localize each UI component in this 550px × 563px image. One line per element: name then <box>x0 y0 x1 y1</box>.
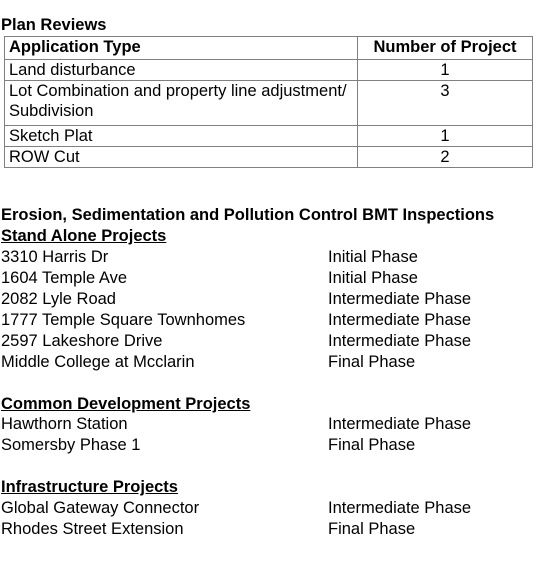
project-name: Global Gateway Connector <box>1 499 200 517</box>
project-count-cell: 1 <box>358 126 533 147</box>
stand-alone-heading: Stand Alone Projects <box>1 227 167 245</box>
project-name: Rhodes Street Extension <box>1 520 184 538</box>
plan-reviews-table <box>4 36 533 168</box>
list-item <box>1 498 546 519</box>
inspections-title: Erosion, Sedimentation and Pollution Control BMT Inspections <box>1 206 495 224</box>
application-type-cell: ROW Cut <box>5 147 358 168</box>
table-row <box>5 60 533 81</box>
project-phase: Final Phase <box>328 436 416 454</box>
project-count-cell: 1 <box>358 60 533 81</box>
list-item <box>1 414 546 435</box>
list-item <box>1 310 546 331</box>
project-phase: Initial Phase <box>328 248 418 266</box>
header-number-of-project: Number of Project <box>358 37 533 60</box>
project-phase: Intermediate Phase <box>328 311 472 329</box>
list-item <box>1 268 546 289</box>
application-type-cell: Sketch Plat <box>5 126 358 147</box>
project-name: Somersby Phase 1 <box>1 436 141 454</box>
application-type-cell: Land disturbance <box>5 60 358 81</box>
list-item <box>1 519 546 540</box>
project-phase: Final Phase <box>328 353 416 371</box>
project-phase: Intermediate Phase <box>328 499 472 517</box>
list-item <box>1 247 546 268</box>
project-name: 2082 Lyle Road <box>1 290 116 308</box>
header-application-type: Application Type <box>5 37 358 60</box>
infrastructure-heading: Infrastructure Projects <box>1 478 178 496</box>
list-item <box>1 289 546 310</box>
table-row <box>5 147 533 168</box>
project-phase: Final Phase <box>328 520 416 538</box>
list-item <box>1 352 546 373</box>
project-name: Middle College at Mcclarin <box>1 353 195 371</box>
project-phase: Intermediate Phase <box>328 415 472 433</box>
list-item <box>1 435 546 456</box>
project-name: 2597 Lakeshore Drive <box>1 332 163 350</box>
project-name: 1604 Temple Ave <box>1 269 127 287</box>
project-phase: Intermediate Phase <box>328 290 472 308</box>
project-count-cell: 2 <box>358 147 533 168</box>
table-header-row <box>5 37 533 60</box>
project-count-cell: 3 <box>358 81 533 126</box>
list-item <box>1 331 546 352</box>
application-type-cell: Lot Combination and property line adjustment/ Subdivision <box>5 81 358 126</box>
table-row <box>5 126 533 147</box>
project-name: 3310 Harris Dr <box>1 248 109 266</box>
project-phase: Intermediate Phase <box>328 332 472 350</box>
project-phase: Initial Phase <box>328 269 418 287</box>
plan-reviews-title: Plan Reviews <box>1 16 107 34</box>
table-row <box>5 81 533 126</box>
common-development-heading: Common Development Projects <box>1 395 251 413</box>
project-name: 1777 Temple Square Townhomes <box>1 311 246 329</box>
project-name: Hawthorn Station <box>1 415 128 433</box>
